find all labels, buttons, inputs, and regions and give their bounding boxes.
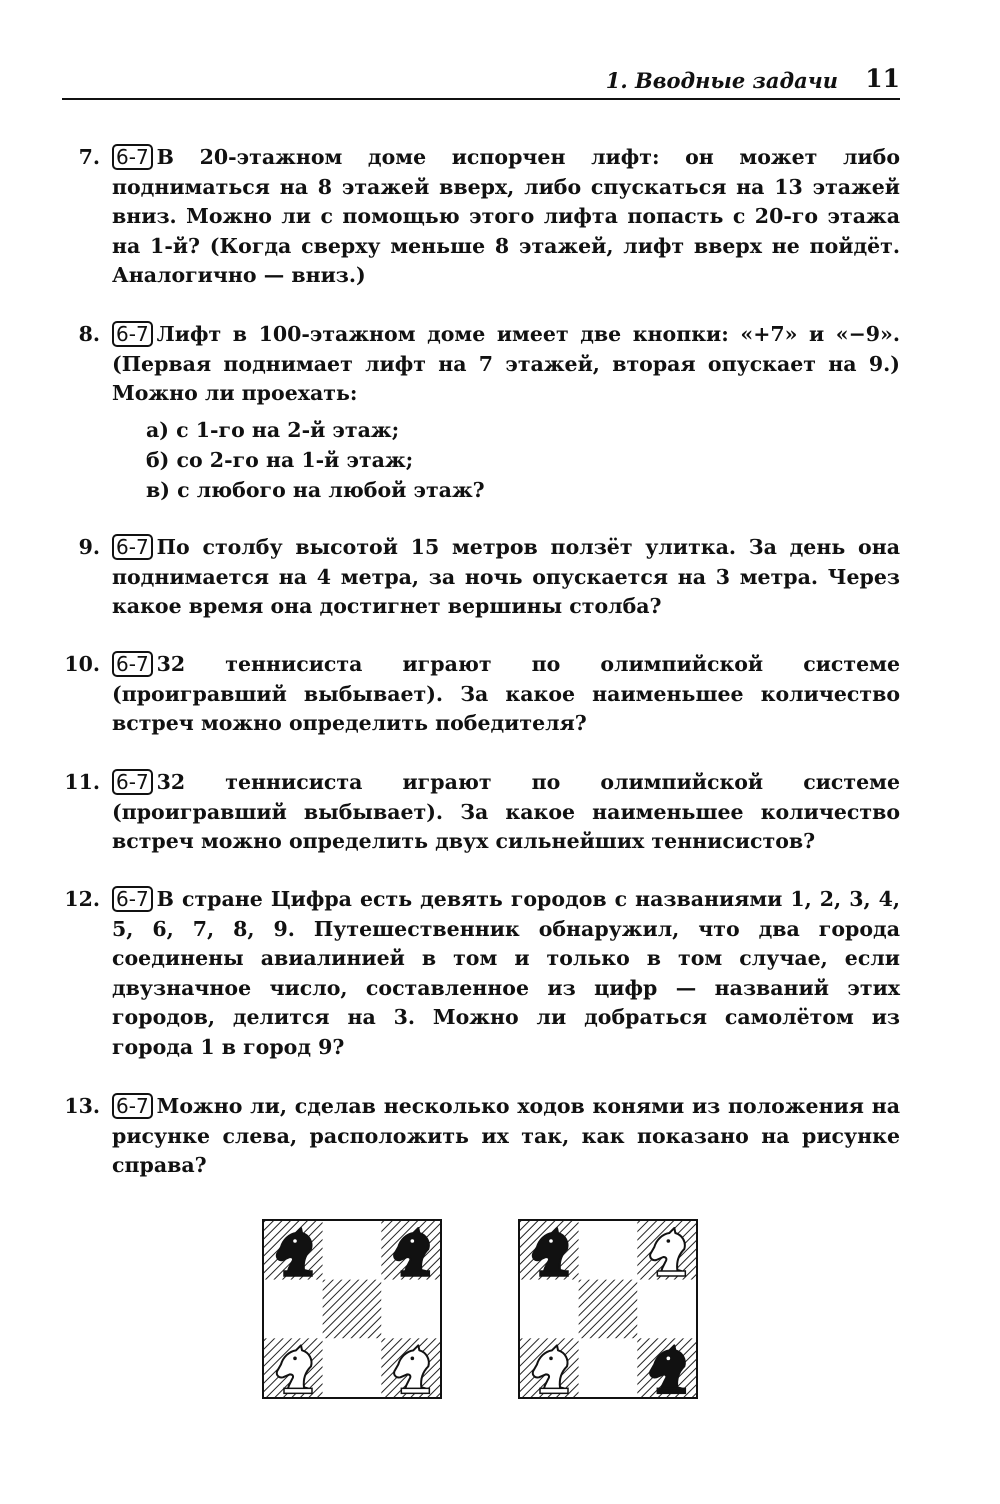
problem-number: 7. [78,145,100,169]
option-a: а) с 1-го на 2-й этаж; [146,417,400,442]
grade-badge: 6-7 [112,321,153,347]
problem-11 [64,768,900,857]
problem-text: 32 теннисиста играют по олимпийской системе (проигравший выбывает). За какое наименьшее количество встреч можно определить победителя? [112,652,900,735]
problem-10 [64,650,900,739]
problem-text: Лифт в 100-этажном доме имеет две кнопки: «+7» и «−9». (Первая поднимает лифт на 7 этажей, вторая опускает на 9.) Можно ли проехать: [112,322,900,405]
board-square [520,1280,579,1339]
problem-text: Можно ли, сделав несколько ходов конями из положения на рисунке слева, расположить их так, как показано на рисунке справа? [112,1094,900,1177]
problem-number: 8. [78,322,100,346]
board-square [579,1338,638,1397]
board-square [637,1280,696,1339]
problem-number: 9. [78,535,100,559]
grade-badge: 6-7 [112,144,153,170]
problem-number: 12. [64,887,100,911]
page-number: 11 [865,64,900,93]
grade-badge: 6-7 [112,1093,153,1119]
grade-badge: 6-7 [112,651,153,677]
board-square [323,1221,382,1280]
board-square [579,1221,638,1280]
option-c: в) с любого на любой этаж? [146,477,485,502]
page-header [62,62,900,100]
chapter-title: 1. Вводные задачи [605,68,838,93]
problem-7 [78,143,900,291]
problem-8 [78,320,900,505]
problem-12 [64,885,900,1062]
grade-badge: 6-7 [112,886,153,912]
problem-text: В 20-этажном доме испорчен лифт: он может либо подниматься на 8 этажей вверх, либо спускаться на 13 этажей вниз. Можно ли с помощью этого лифта попасть с 20-го этажа на 1-й? (Когда сверху меньше 8 этажей, лифт вверх не пойдёт. Аналогично — вниз.) [112,145,900,287]
problem-text: 32 теннисиста играют по олимпийской системе (проигравший выбывает). За какое наименьшее количество встреч можно определить двух сильнейших теннисистов? [112,770,900,853]
option-b: б) со 2-го на 1-й этаж; [146,447,414,472]
chessboard-right [518,1219,698,1399]
board-square [579,1280,638,1339]
problem-13 [64,1092,900,1181]
board-square [323,1280,382,1339]
chessboard-left [262,1219,442,1399]
problem-9 [78,533,900,622]
grade-badge: 6-7 [112,534,153,560]
problem-text: По столбу высотой 15 метров ползёт улитка. За день она поднимается на 4 метра, за ночь опускается на 3 метра. Через какое время она достигнет вершины столба? [112,535,900,618]
grade-badge: 6-7 [112,769,153,795]
problem-text: В стране Цифра есть девять городов с названиями 1, 2, 3, 4, 5, 6, 7, 8, 9. Путешественник обнаружил, что два города соединены авиалинией в том и только в том случае, если двузначное число, составленное из цифр — названий этих городов, делится на 3. Можно ли добраться самолётом из города 1 в город 9? [112,887,900,1059]
problem-number: 13. [64,1094,100,1118]
problem-number: 11. [64,770,100,794]
answer-options [146,415,900,505]
problem-number: 10. [64,652,100,676]
board-square [323,1338,382,1397]
board-square [381,1280,440,1339]
board-square [264,1280,323,1339]
